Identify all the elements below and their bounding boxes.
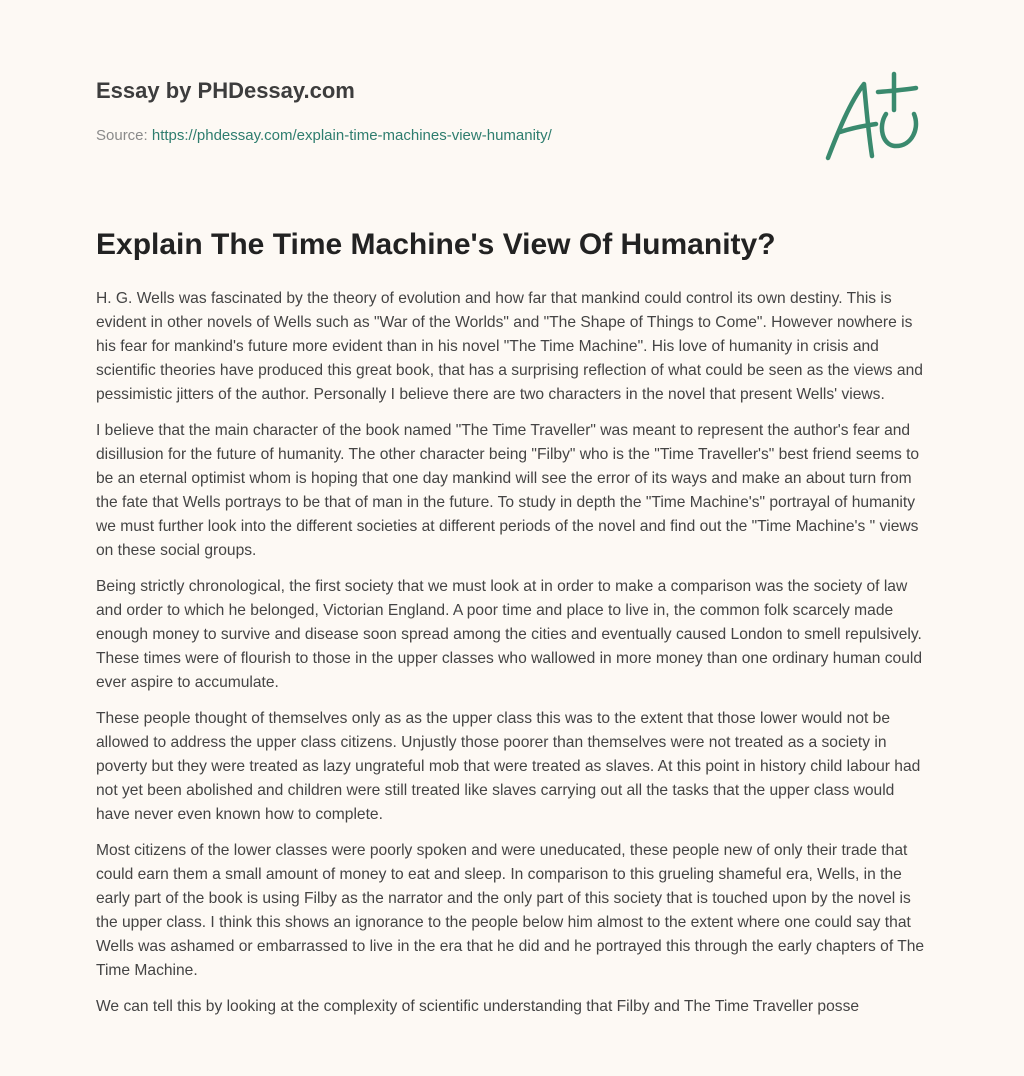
source-link[interactable]: https://phdessay.com/explain-time-machines-view-humanity/ xyxy=(151,127,552,144)
source-label: Source: xyxy=(96,127,148,144)
essay-paragraph: Being strictly chronological, the first society that we must look at in order to make a comparison was the society of law and order to which he belonged, Victorian England. A poor time and place to live in, the common folk scarcely made enough money to survive and disease soon spread among the cities and eventually caused London to smell repulsively. These times were of flourish to those in the upper classes who wallowed in more money than one ordinary human could ever aspire to accumulate. xyxy=(96,578,923,691)
essay-title: Explain The Time Machine's View Of Humanity? xyxy=(96,228,776,261)
essay-paragraph: We can tell this by looking at the complexity of scientific understanding that Filby and The Time Traveller posse xyxy=(96,998,860,1015)
essay-header xyxy=(96,78,796,146)
site-brand: Essay by PHDessay.com xyxy=(96,78,355,103)
essay-paragraph: These people thought of themselves only as as the upper class this was to the extent that those lower would not be allowed to address the upper class citizens. Unjustly those poorer than themselves were not treated as a society in poverty but they were treated as lazy ungrateful mob that were treated as slaves. At this point in history child labour had not yet been abolished and children were still treated like slaves carrying out all the tasks that the upper class would have never even known how to complete. xyxy=(96,710,921,823)
essay-paragraph: H. G. Wells was fascinated by the theory of evolution and how far that mankind could control its own destiny. This is evident in other novels of Wells such as "War of the Worlds" and "The Shape of Things to Come". However nowhere is his fear for mankind's future more evident than in his novel "The Time Machine". His love of humanity in crisis and scientific theories have produced this great book, that has a surprising reflection of what could be seen as the views and pessimistic jitters of the author. Personally I believe there are two characters in the novel that present Wells' views. xyxy=(96,290,923,403)
essay-paragraph: I believe that the main character of the book named "The Time Traveller" was meant to represent the author's fear and disillusion for the future of humanity. The other character being "Filby" who is the "Time Traveller's" best friend seems to be an eternal optimist whom is hoping that one day mankind will see the error of its ways and make an about turn from the fate that Wells portrays to be that of man in the future. To study in depth the "Time Machine's" portrayal of humanity we must further look into the different societies at different periods of the novel and find out the "Time Machine's " views on these social groups. xyxy=(96,422,920,559)
a-plus-grade-icon xyxy=(820,70,930,165)
essay-content xyxy=(96,225,932,1031)
essay-paragraph: Most citizens of the lower classes were poorly spoken and were uneducated, these people new of only their trade that could earn them a small amount of money to eat and sleep. In comparison to this grueling shameful era, Wells, in the early part of the book is using Filby as the narrator and the only part of this society that is touched upon by the novel is the upper class. I think this shows an ignorance to the people below him almost to the extent where one could say that Wells was ashamed or embarrassed to live in the era that he did and he portrayed this through the early chapters of The Time Machine. xyxy=(96,842,925,979)
source-line xyxy=(96,126,796,146)
